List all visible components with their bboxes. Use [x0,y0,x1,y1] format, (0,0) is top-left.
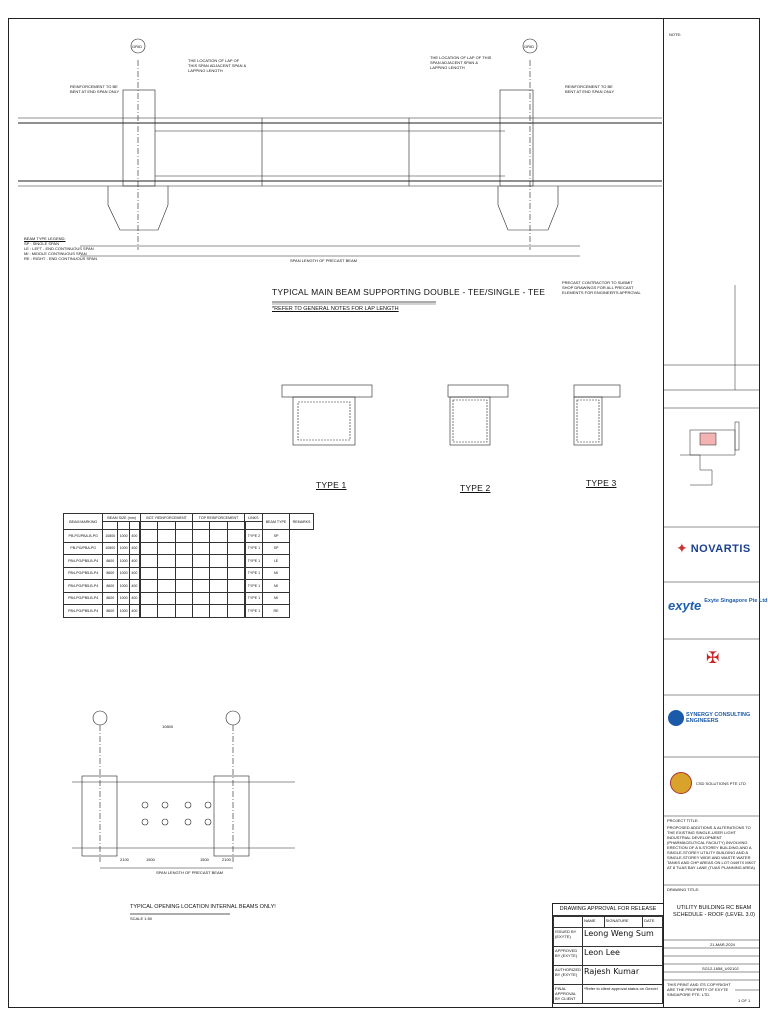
main-beam-subtitle: *REFER TO GENERAL NOTES FOR LAP LENGTH [272,306,399,312]
csd-logo-icon [670,772,692,794]
drawing-number: SG12-1658_U02102 [702,966,739,971]
drawing-date: 21-MAR-2024 [710,942,735,947]
cs-block [670,772,756,794]
col-header: BEAM TYPE [262,514,289,530]
table-cell: PB4-PG/PB5-B-P4 [64,605,103,618]
legend-title: BEAM TYPE LEGEND: [24,236,66,241]
approval-col: DATE [643,916,663,927]
table-cell: 1000 [118,555,130,568]
table-cell: 400 [130,555,139,568]
table-row [64,605,314,618]
table-cell [140,542,157,555]
drawing-title: UTILITY BUILDING RC BEAM SCHEDULE - ROOF (LEVEL 3.0) [672,905,755,918]
span-length-label: SPAN LENGTH OF PRECAST BEAM [290,258,357,263]
table-cell: PB-PG/PBA-B-PG [64,530,103,543]
client-approval-note: *Refer to client approval status on Gexcel [583,984,663,1003]
table-cell [175,542,192,555]
table-cell: 1000 [118,580,130,593]
note-label: NOTE: [669,32,682,37]
table-cell: 1000 [118,592,130,605]
approval-table [553,916,663,1004]
main-contractor-block [668,598,768,613]
table-cell: 400 [130,542,139,555]
table-cell: 8600 [103,605,118,618]
table-cell [193,555,210,568]
table-cell [210,542,227,555]
table-cell [158,555,175,568]
table-cell: TYPE 1 [245,605,262,618]
approval-role: APPROVED BY (EXYTE) [554,946,583,965]
table-cell: SP [262,530,289,543]
table-cell [193,542,210,555]
span-length-label-bottom: SPAN LENGTH OF PRECAST BEAM [156,870,223,875]
sheet-number: 1 OF 1 [738,998,751,1003]
table-cell [210,530,227,543]
col-header: LINKS [244,514,262,522]
table-cell: 10800 [103,542,118,555]
table-cell [210,555,227,568]
engineer-name: SYNERGY CONSULTING ENGINEERS [686,711,751,724]
type-1-label: TYPE 1 [316,480,347,490]
table-cell: 400 [130,592,139,605]
drawing-title-label: DRAWING TITLE: [667,887,700,892]
reinforcement-note-right: REINFORCEMENT TO BE BENT AT END SPAN ONLY [565,84,615,94]
table-cell: 1000 [118,567,130,580]
engineer-block [668,710,754,726]
table-cell [227,605,244,618]
table-cell [140,580,157,593]
table-cell: 400 [130,605,139,618]
table-cell [140,555,157,568]
table-cell [158,605,175,618]
table-cell: TYPE 1 [245,542,262,555]
table-cell [210,592,227,605]
table-cell [193,530,210,543]
table-cell: PB4-PG/PB5-B-P4 [64,580,103,593]
approver-name: Leon Lee [583,946,663,965]
beam-schedule-table [63,513,314,618]
col-header: TOP REINFORCEMENT [193,514,244,522]
table-cell [158,580,175,593]
table-cell: 400 [130,530,139,543]
table-cell [158,542,175,555]
col-header: BEAM MARKING [64,514,103,530]
table-cell: TYPE 1 [245,592,262,605]
table-cell [210,580,227,593]
legend-item: RE : RIGHT - END CONTINUOUS SPAN [24,256,97,261]
client-logo [676,540,751,557]
table-cell: TYPE 1 [245,555,262,568]
table-row [64,555,314,568]
col-header: REMARKS [290,514,314,530]
main-contractor-name: Exyte Singapore Pte Ltd [704,598,768,604]
table-cell: 1000 [118,605,130,618]
col-header: BEAM SIZE (mm) [103,514,140,522]
table-cell: TYPE 2 [245,530,262,543]
table-cell [227,567,244,580]
table-cell [175,530,192,543]
table-cell: 8600 [103,592,118,605]
table-cell: 400 [130,580,139,593]
consultant-logo-icon: ✠ [706,650,720,667]
table-row [64,542,314,555]
project-title: PROPOSED ADDITIONS & ALTERATIONS TO THE EXISTING SINGLE-USER LIGHT INDUSTRIAL DEVELOPMENT (PHARMACEUTICAL FACILITY) INVOLVING ERECTION OF A 5-STOREY BUILDING AND A SINGLE-STOREY UTILITY BUILDING AND A SINGLE-STOREY WIDE AND WASTE WATER TANKS AND CHP AREAS ON LOT 04497X MK07 AT 8 TUAS BAY LANE (TUAS PLANNING AREA) [667,825,756,870]
table-cell [158,592,175,605]
opening-scale: SCALE 1:50 [130,916,153,921]
table-cell [227,555,244,568]
drawing-approval-box [552,903,664,1008]
beam-type-legend [24,236,97,261]
legend-item: SP : SINGLE SPAN [24,241,59,246]
type-2-label: TYPE 2 [460,483,491,493]
table-cell [193,580,210,593]
table-cell [210,567,227,580]
approval-role: AUTHORIZED BY (EXYTE) [554,965,583,984]
table-cell [210,605,227,618]
lap-note-left: THE LOCATION OF LAP OF THIS SPAN ADJACENT SPAN & LAPPING LENGTH [188,58,247,73]
table-cell [158,567,175,580]
table-cell [227,592,244,605]
opening-title: TYPICAL OPENING LOCATION INTERNAL BEAMS ONLY! [130,904,276,910]
table-row [64,592,314,605]
table-cell [227,580,244,593]
lap-note-right: THE LOCATION OF LAP OF THIS SPAN ADJACENT SPAN & LAPPING LENGTH [430,55,492,70]
client-name: NOVARTIS [690,542,751,555]
cs-name: CSD SOLUTIONS PTE LTD [696,780,746,786]
table-cell: 8600 [103,580,118,593]
approval-col: NAME [583,916,605,927]
table-cell [227,530,244,543]
table-cell [175,567,192,580]
table-row [64,530,314,543]
table-cell [193,605,210,618]
table-cell: TYPE 1 [245,567,262,580]
table-cell: RE [262,605,289,618]
table-cell [193,567,210,580]
reinforcement-note-left: REINFORCEMENT TO BE BENT AT END SPAN ONLY [70,84,120,94]
type-3-label: TYPE 3 [586,478,617,488]
opening-dim: 1500 [200,857,209,862]
table-cell: LE [262,555,289,568]
synergy-logo-icon [668,710,684,726]
project-label: PROJECT TITLE: [667,818,699,823]
table-cell: MI [262,580,289,593]
opening-dim: 1500 [146,857,155,862]
table-cell [140,530,157,543]
table-row [64,580,314,593]
main-beam-title: TYPICAL MAIN BEAM SUPPORTING DOUBLE - TEE/SINGLE - TEE [272,287,546,297]
grid-label-left: GRID [132,44,142,49]
legend-item: LE : LEFT - END CONTINUOUS SPAN [24,246,94,251]
table-cell: 8600 [103,555,118,568]
table-cell: PB4-PG/PB5-B-P4 [64,592,103,605]
table-cell: PB-PG/PBA-PG [64,542,103,555]
approval-role: FINAL APPROVAL BY CLIENT [554,984,583,1003]
table-row [64,567,314,580]
approver-name: Leong Weng Sum [583,927,663,946]
table-cell [175,555,192,568]
table-cell [140,592,157,605]
exyte-logo-icon: exyte [668,598,702,613]
table-cell: PB4-PG/PB5-B-P4 [64,567,103,580]
table-cell [175,580,192,593]
col-header: BOT. REINFORCEMENT [140,514,192,522]
precast-note: PRECAST CONTRACTOR TO SUBMIT SHOP DRAWINGS FOR ALL PRECAST ELEMENTS FOR ENGINEER'S APPROVAL [562,280,641,295]
table-cell: MI [262,567,289,580]
approver-name: Rajesh Kumar [583,965,663,984]
novartis-mark-icon: ✦ [676,540,688,556]
table-cell: 1000 [118,542,130,555]
table-cell [158,530,175,543]
opening-dim: 2100 [222,857,231,862]
table-cell: 400 [130,567,139,580]
grid-label-right: GRID [524,44,534,49]
table-cell [175,592,192,605]
table-cell [193,592,210,605]
table-cell: 1000 [118,530,130,543]
copyright-note: THIS PRINT AND ITS COPYRIGHT ARE THE PROPERTY OF EXYTE SINGAPORE PTE. LTD. [667,982,731,997]
table-cell [175,605,192,618]
table-cell [140,605,157,618]
approval-title: DRAWING APPROVAL FOR RELEASE [553,904,663,916]
table-cell: MI [262,592,289,605]
table-cell [140,567,157,580]
schedule-rows [64,530,314,618]
table-cell [227,542,244,555]
table-cell: PB4-PG/PB5-B-P4 [64,555,103,568]
table-cell: TYPE 1 [245,580,262,593]
table-cell: 10800 [103,530,118,543]
approval-role: ISSUED BY (EXYTE) [554,927,583,946]
legend-item: MI : MIDDLE CONTINUOUS SPAN [24,251,87,256]
opening-dim: 2100 [120,857,129,862]
approval-col: SIGNATURE [604,916,643,927]
table-cell: 8600 [103,567,118,580]
opening-dim-span: 10800 [162,724,174,729]
table-cell: SP [262,542,289,555]
